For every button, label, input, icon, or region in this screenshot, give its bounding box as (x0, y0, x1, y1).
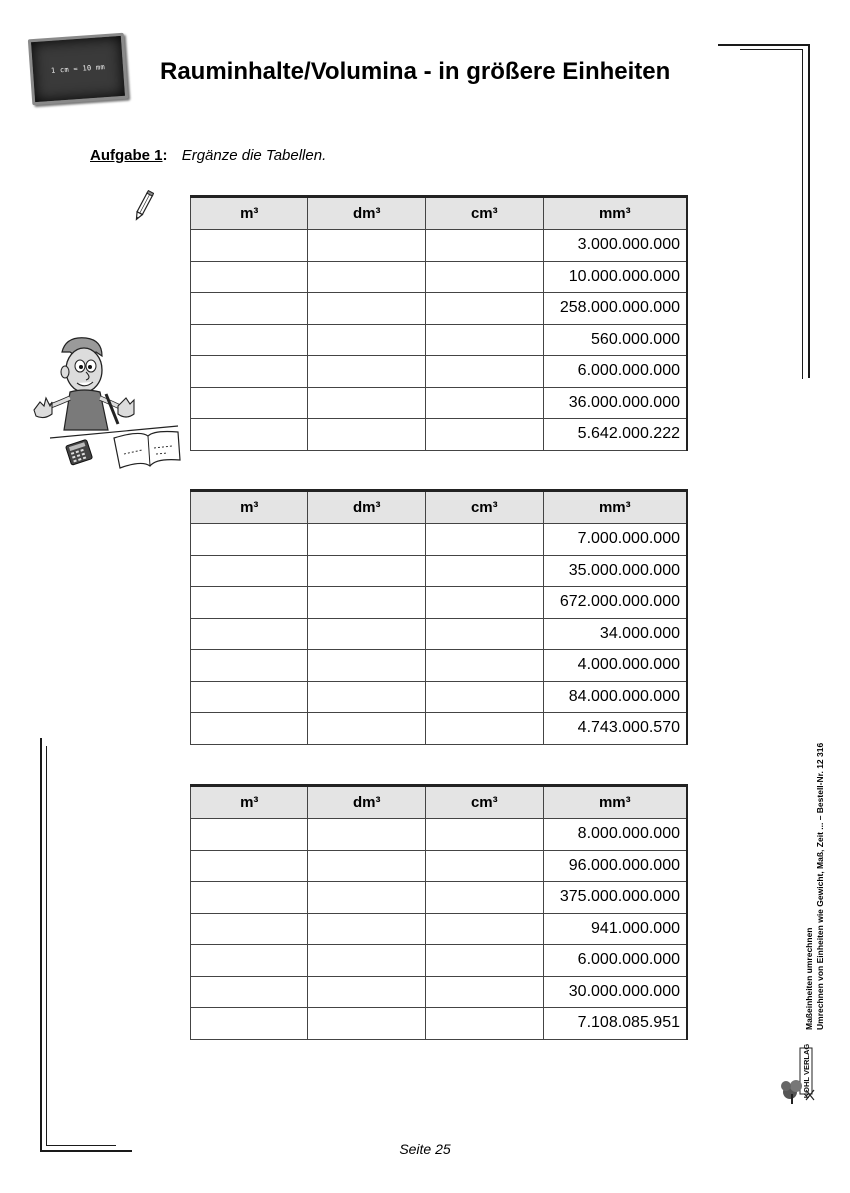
frame-top-right-h1 (718, 44, 810, 46)
publisher-name: KOHL VERLAG (802, 1043, 811, 1099)
header-cell: m³ (191, 786, 308, 819)
answer-cell[interactable] (308, 819, 426, 851)
value-cell: 36.000.000.000 (543, 387, 687, 419)
side-info-line2: Umrechnen von Einheiten wie Gewicht, Maß, Zeit ... – Bestell-Nr. 12 316 (815, 742, 825, 1030)
header-cell: mm³ (543, 786, 687, 819)
answer-cell[interactable] (308, 387, 426, 419)
chalkboard-text: 1 cm = 10 mm (50, 63, 106, 75)
answer-cell[interactable] (308, 1008, 426, 1040)
frame-top-right-v1 (808, 44, 810, 378)
value-cell: 96.000.000.000 (543, 850, 687, 882)
table-row (191, 555, 688, 587)
page-number: Seite 25 (399, 1141, 451, 1157)
page-title: Rauminhalte/Volumina - in größere Einheiten (160, 58, 671, 85)
table-row (191, 850, 688, 882)
answer-cell[interactable] (426, 713, 544, 745)
answer-cell[interactable] (426, 976, 544, 1008)
side-info-line1: Maßeinheiten umrechnen (804, 927, 814, 1030)
answer-cell[interactable] (191, 261, 308, 293)
answer-cell[interactable] (191, 650, 308, 682)
table-header-row (191, 491, 688, 524)
answer-cell[interactable] (426, 555, 544, 587)
answer-cell[interactable] (191, 387, 308, 419)
answer-cell[interactable] (308, 356, 426, 388)
header-cell: dm³ (308, 491, 426, 524)
value-cell: 4.000.000.000 (543, 650, 687, 682)
value-cell: 258.000.000.000 (543, 293, 687, 325)
frame-top-right-v2 (802, 49, 803, 379)
answer-cell[interactable] (426, 1008, 544, 1040)
task-label: Aufgabe 1 (90, 147, 163, 164)
header-cell: m³ (191, 197, 308, 230)
table-row (191, 819, 688, 851)
table-header-row (191, 786, 688, 819)
frame-top-right-h2 (740, 49, 802, 50)
answer-cell[interactable] (426, 293, 544, 325)
answer-cell[interactable] (426, 230, 544, 262)
answer-cell[interactable] (308, 419, 426, 451)
value-cell: 6.000.000.000 (543, 945, 687, 977)
answer-cell[interactable] (426, 524, 544, 556)
answer-cell[interactable] (426, 819, 544, 851)
answer-cell[interactable] (191, 356, 308, 388)
table-row (191, 524, 688, 556)
frame-bottom-left-v2 (46, 746, 47, 1146)
value-cell: 10.000.000.000 (543, 261, 687, 293)
student-illustration (30, 334, 182, 474)
answer-cell[interactable] (191, 681, 308, 713)
answer-cell[interactable] (426, 324, 544, 356)
table-header-row (191, 197, 688, 230)
answer-cell[interactable] (191, 587, 308, 619)
header-cell: dm³ (308, 786, 426, 819)
answer-cell[interactable] (308, 882, 426, 914)
answer-cell[interactable] (308, 324, 426, 356)
table-row (191, 650, 688, 682)
table-row (191, 261, 688, 293)
answer-cell[interactable] (191, 713, 308, 745)
answer-cell[interactable] (426, 618, 544, 650)
answer-cell[interactable] (191, 1008, 308, 1040)
answer-cell[interactable] (308, 587, 426, 619)
answer-cell[interactable] (191, 850, 308, 882)
answer-cell[interactable] (426, 882, 544, 914)
table-row (191, 882, 688, 914)
answer-cell[interactable] (426, 261, 544, 293)
frame-bottom-left-v1 (40, 738, 42, 1152)
value-cell: 7.000.000.000 (543, 524, 687, 556)
answer-cell[interactable] (191, 293, 308, 325)
table-row (191, 913, 688, 945)
answer-cell[interactable] (308, 681, 426, 713)
table-row (191, 681, 688, 713)
chalkboard-image (28, 33, 128, 106)
answer-cell[interactable] (191, 976, 308, 1008)
conversion-table-3 (190, 784, 688, 1040)
answer-cell[interactable] (191, 618, 308, 650)
answer-cell[interactable] (191, 819, 308, 851)
table-row (191, 713, 688, 745)
answer-cell[interactable] (308, 230, 426, 262)
value-cell: 672.000.000.000 (543, 587, 687, 619)
header-cell: mm³ (543, 197, 687, 230)
value-cell: 560.000.000 (543, 324, 687, 356)
value-cell: 84.000.000.000 (543, 681, 687, 713)
answer-cell[interactable] (308, 976, 426, 1008)
header-cell: dm³ (308, 197, 426, 230)
header-cell: cm³ (426, 197, 544, 230)
header-cell: m³ (191, 491, 308, 524)
table-row (191, 1008, 688, 1040)
answer-cell[interactable] (426, 945, 544, 977)
answer-cell[interactable] (426, 850, 544, 882)
answer-cell[interactable] (308, 650, 426, 682)
table-row (191, 356, 688, 388)
table-row (191, 419, 688, 451)
table-row (191, 293, 688, 325)
table-row (191, 387, 688, 419)
answer-cell[interactable] (426, 587, 544, 619)
value-cell: 8.000.000.000 (543, 819, 687, 851)
answer-cell[interactable] (308, 261, 426, 293)
header-cell: cm³ (426, 786, 544, 819)
table-row (191, 587, 688, 619)
answer-cell[interactable] (191, 324, 308, 356)
answer-cell[interactable] (308, 913, 426, 945)
conversion-table-1 (190, 195, 688, 451)
answer-cell[interactable] (426, 650, 544, 682)
task-colon: : (162, 147, 168, 164)
value-cell: 7.108.085.951 (543, 1008, 687, 1040)
header-cell: cm³ (426, 491, 544, 524)
answer-cell[interactable] (308, 293, 426, 325)
answer-cell[interactable] (191, 524, 308, 556)
answer-cell[interactable] (308, 555, 426, 587)
conversion-table-2 (190, 489, 688, 745)
answer-cell[interactable] (191, 882, 308, 914)
answer-cell[interactable] (308, 850, 426, 882)
table-row (191, 976, 688, 1008)
answer-cell[interactable] (426, 419, 544, 451)
value-cell: 941.000.000 (543, 913, 687, 945)
table-row (191, 618, 688, 650)
value-cell: 35.000.000.000 (543, 555, 687, 587)
answer-cell[interactable] (191, 419, 308, 451)
table-row (191, 945, 688, 977)
answer-cell[interactable] (426, 913, 544, 945)
answer-cell[interactable] (308, 945, 426, 977)
value-cell: 5.642.000.222 (543, 419, 687, 451)
answer-cell[interactable] (308, 618, 426, 650)
answer-cell[interactable] (191, 230, 308, 262)
side-info (804, 670, 826, 1030)
answer-cell[interactable] (308, 713, 426, 745)
header-cell: mm³ (543, 491, 687, 524)
publisher-logo (780, 1034, 816, 1106)
answer-cell[interactable] (191, 555, 308, 587)
value-cell: 30.000.000.000 (543, 976, 687, 1008)
value-cell: 6.000.000.000 (543, 356, 687, 388)
task-text: Ergänze die Tabellen. (181, 147, 327, 164)
table-row (191, 324, 688, 356)
answer-cell[interactable] (191, 945, 308, 977)
answer-cell[interactable] (426, 681, 544, 713)
value-cell: 375.000.000.000 (543, 882, 687, 914)
answer-cell[interactable] (426, 387, 544, 419)
pencil-icon (132, 190, 154, 224)
answer-cell[interactable] (308, 524, 426, 556)
value-cell: 3.000.000.000 (543, 230, 687, 262)
value-cell: 34.000.000 (543, 618, 687, 650)
value-cell: 4.743.000.570 (543, 713, 687, 745)
table-row (191, 230, 688, 262)
answer-cell[interactable] (191, 913, 308, 945)
task-instruction (90, 147, 326, 164)
answer-cell[interactable] (426, 356, 544, 388)
